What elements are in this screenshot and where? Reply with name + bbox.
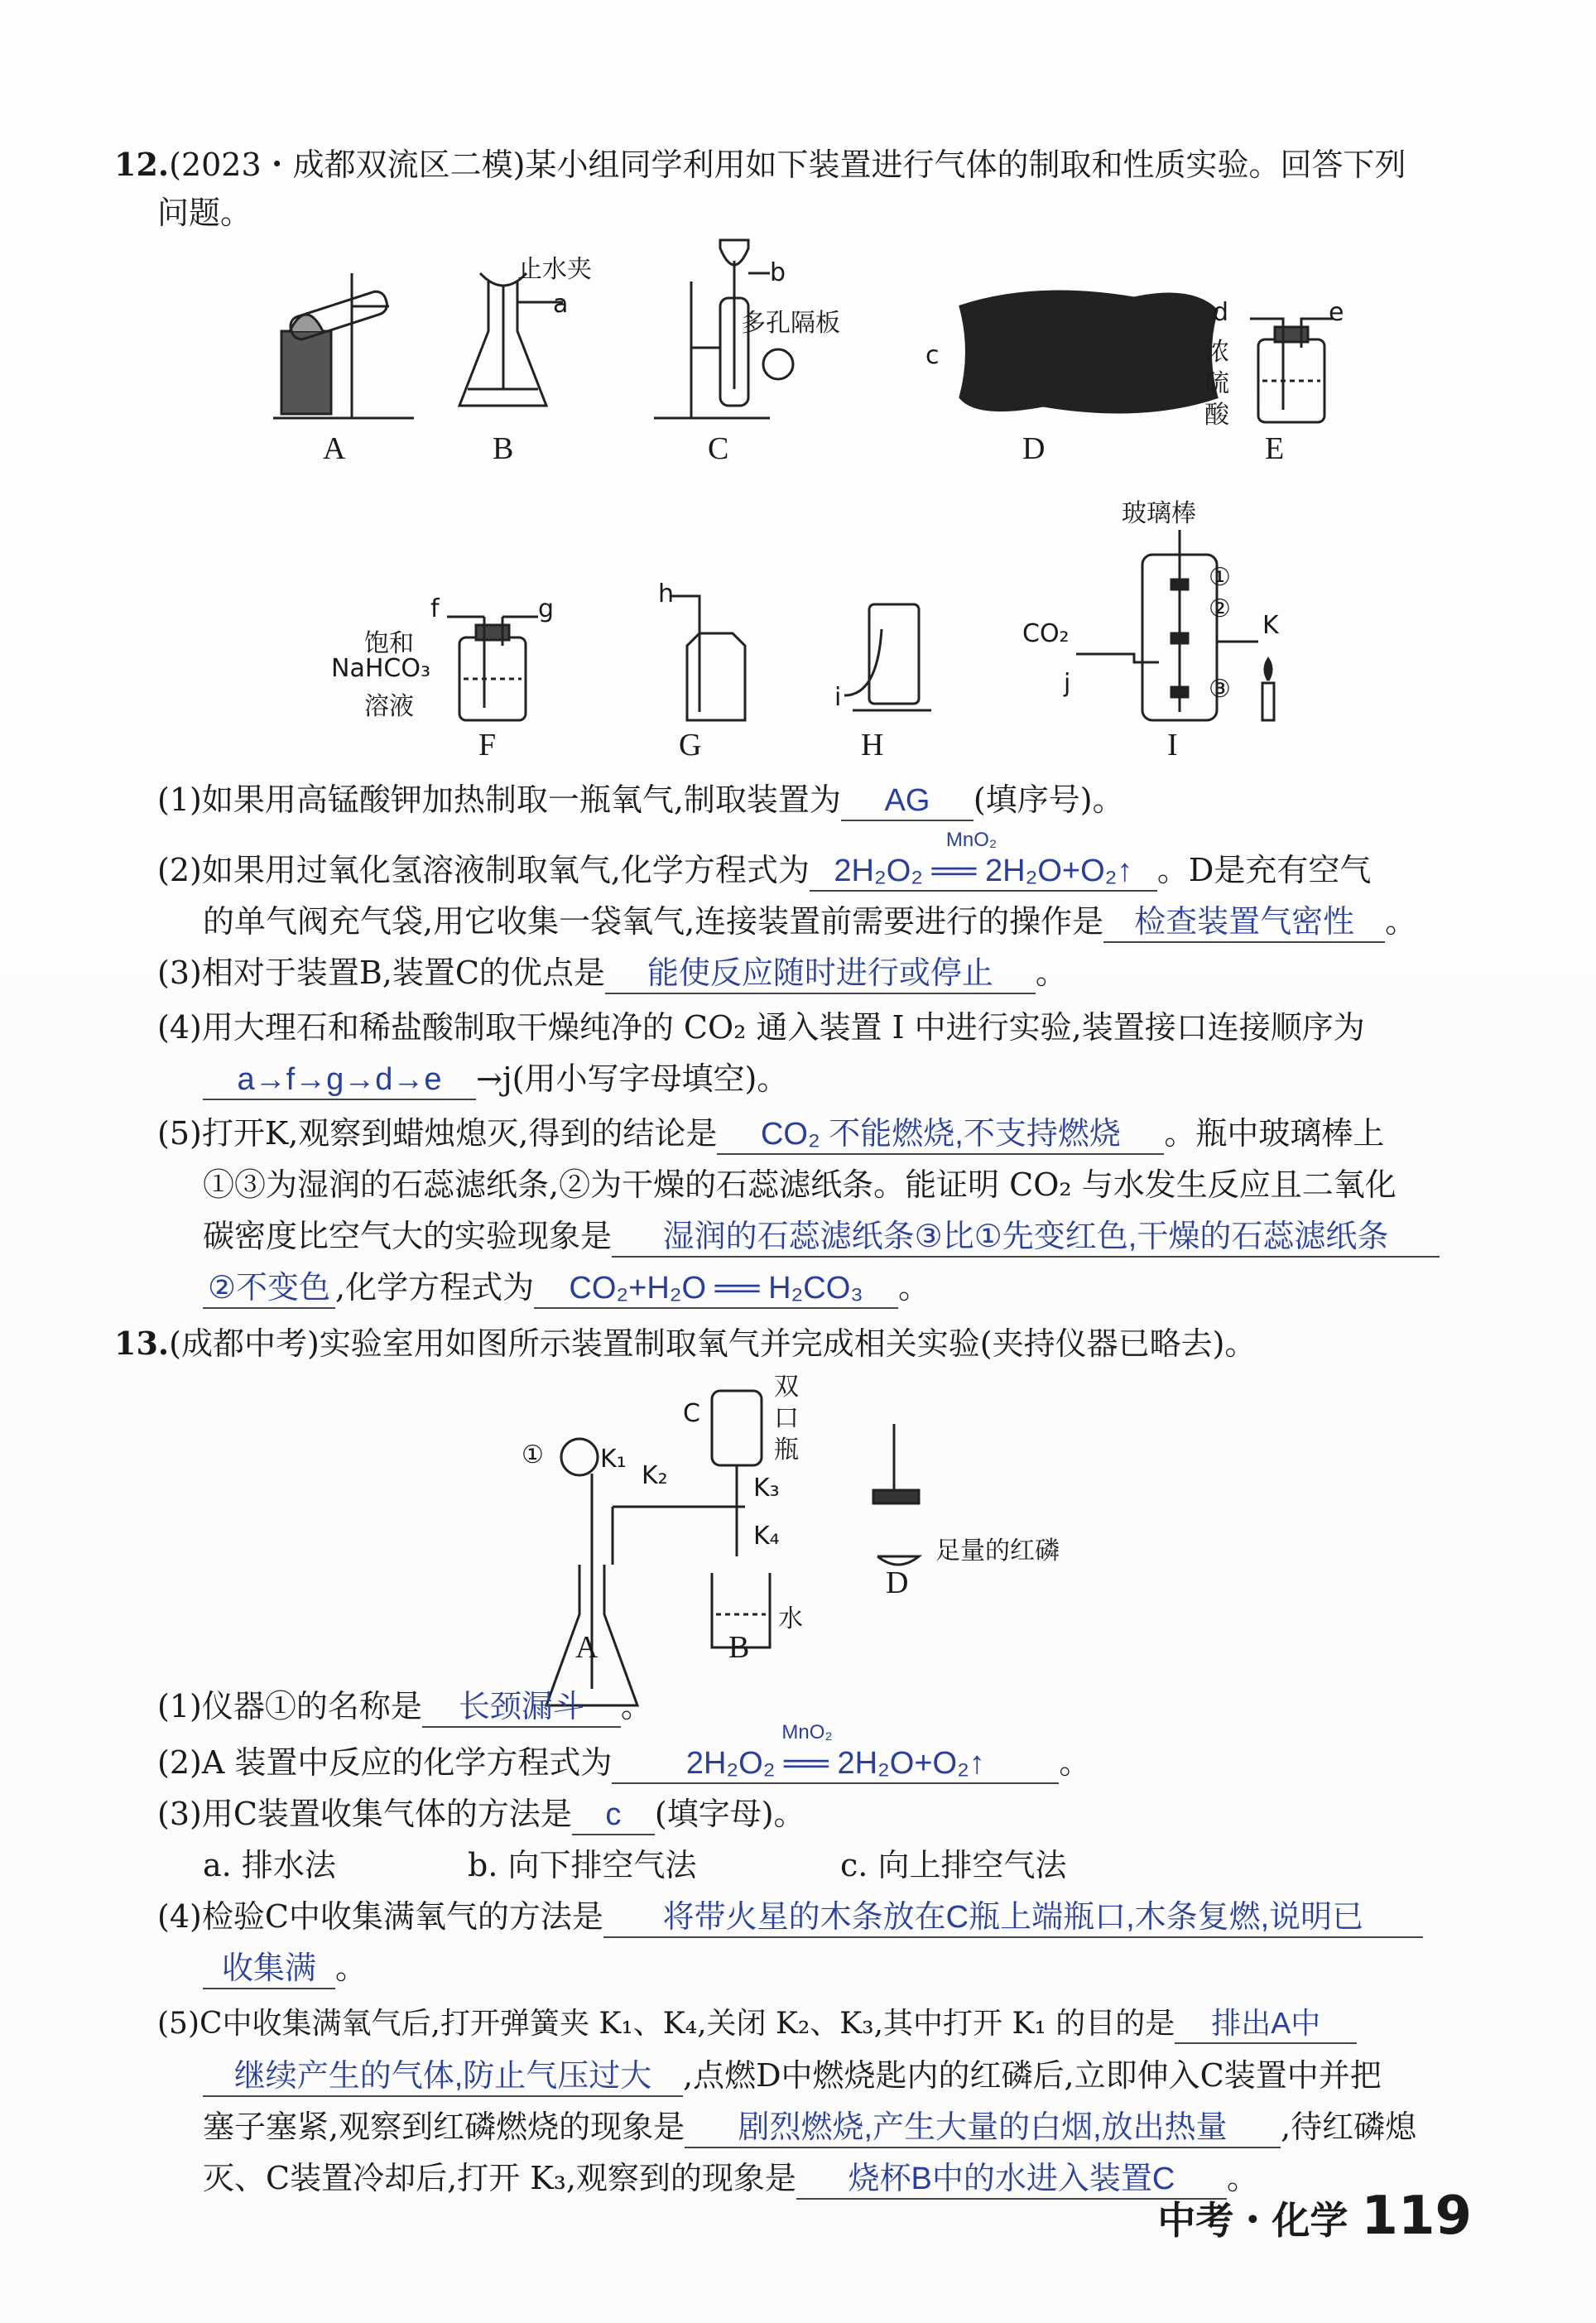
label-b: B [493, 431, 514, 466]
apparatus-g [671, 596, 745, 720]
page-footer [1157, 2186, 1472, 2247]
label-strip-2: ② [1209, 594, 1231, 623]
q12-p5-answer3: CO₂+H₂O ══ H₂CO₃ [534, 1269, 898, 1309]
q13-p5-answer3: 剧烈燃烧,产生大量的白烟,放出热量 [685, 2109, 1281, 2148]
q13-p5-line3-post: ,待红磷熄 [1281, 2109, 1417, 2145]
q12-p2-answer [810, 829, 1157, 892]
q13-option-a: a. 排水法 [203, 1847, 336, 1883]
label-port-e: e [1329, 298, 1344, 327]
q13-label-b: B [728, 1630, 750, 1665]
label-port-i: i [834, 683, 842, 712]
footer-subject: 中考・化学 [1157, 2198, 1348, 2243]
q13-part4 [157, 1891, 1423, 1942]
q12-part5 [157, 1108, 1384, 1159]
q13-label-bottle: 瓶 [774, 1436, 799, 1464]
q13-label-red-phosphorus: 足量的红磷 [935, 1537, 1060, 1566]
q13-label-k1: K₁ [600, 1445, 627, 1474]
label-acid: 酸 [1204, 401, 1229, 430]
q13-part5 [157, 1998, 1357, 2050]
q13-p3-text: (3)用C装置收集气体的方法是 [157, 1796, 572, 1832]
label-concentrated: 浓 [1204, 338, 1229, 367]
label-stop-clamp: 止水夹 [517, 255, 592, 284]
q12-source: (2023・成都双流区二模) [169, 147, 526, 183]
q13-part3 [157, 1788, 805, 1840]
label-port-a: a [553, 290, 569, 319]
label-porous-plate: 多孔隔板 [741, 309, 840, 338]
q12-stem-line2: 问题。 [157, 195, 252, 231]
q12-p5-answer: CO₂ 不能燃烧,不支持燃烧 [717, 1115, 1164, 1155]
label-e: E [1265, 431, 1285, 466]
page-number: 119 [1361, 2186, 1472, 2247]
q13-label-funnel: ① [522, 1440, 544, 1469]
q13-p2-text: (2)A 装置中反应的化学方程式为 [157, 1744, 613, 1781]
q12-p2-equation: 2H₂O₂ ══ 2H₂O+O₂↑ [834, 854, 1133, 888]
q13-p4-answer2: 收集满 [203, 1950, 335, 1989]
label-a: A [323, 431, 346, 466]
q13-label-water: 水 [778, 1604, 803, 1633]
q13-p5-answer4: 烧杯B中的水进入装置C [796, 2160, 1227, 2200]
label-h: H [861, 728, 884, 762]
q12-part5-line4 [203, 1262, 930, 1313]
q13-p2-equation: 2H₂O₂ ══ 2H₂O+O₂↑ [685, 1746, 985, 1781]
label-glass-rod: 玻璃棒 [1122, 499, 1196, 528]
label-port-c: c [925, 341, 940, 370]
q12-p5-line4-post: 。 [898, 1269, 930, 1306]
q13-label-k2: K₂ [642, 1461, 668, 1490]
q13-part5-line4 [203, 2152, 1258, 2204]
q13-stem-text: 实验室用如图所示装置制取氧气并完成相关实验(夹持仪器已略去)。 [319, 1325, 1257, 1362]
label-g: G [679, 728, 702, 762]
q13-p5-text: (5)C中收集满氧气后,打开弹簧夹 K₁、K₄,关闭 K₂、K₃,其中打开 K₁ 的目的是 [157, 2007, 1175, 2041]
q13-p4-post: 。 [335, 1950, 368, 1986]
q12-p5-answer2a: 湿润的石蕊滤纸条③比①先变红色,干燥的石蕊滤纸条 [612, 1218, 1440, 1258]
q13-part5-line2 [203, 2050, 1382, 2101]
label-i: I [1167, 728, 1178, 762]
q13-p5-line4-text: 灭、C装置冷却后,打开 K₃,观察到的现象是 [203, 2160, 796, 2196]
q13-label-mouth: 口 [774, 1404, 799, 1433]
label-d: D [1022, 431, 1046, 466]
label-c: C [708, 431, 729, 466]
q13-label-a: A [575, 1630, 598, 1665]
label-strip-1: ① [1209, 563, 1231, 592]
q13-part3-options [203, 1840, 1066, 1891]
label-valve-k: K [1262, 611, 1279, 640]
q13-part4-line2 [203, 1942, 367, 1994]
q13-p1-post: 。 [620, 1688, 652, 1724]
q13-p5-line4-post: 。 [1226, 2160, 1258, 2196]
q13-p5-line3-text: 塞子塞紧,观察到红磷燃烧的现象是 [203, 2109, 685, 2145]
q12-part4: (4)用大理石和稀盐酸制取干燥纯净的 CO₂ 通入装置 I 中进行实验,装置接口连接顺序为 [157, 1009, 1365, 1046]
q12-p2-line2-post: 。 [1385, 903, 1417, 940]
q13-p4-answer: 将带火星的木条放在C瓶上端瓶口,木条复燃,说明已 [603, 1898, 1423, 1938]
q12-stem-text: 某小组同学利用如下装置进行气体的制取和性质实验。回答下列 [525, 147, 1406, 183]
q13-p2-post: 。 [1059, 1744, 1091, 1781]
label-nahco3: NaHCO₃ [331, 654, 430, 683]
q13-p5-mid: ,点燃D中燃烧匙内的红磷后,立即伸入C装置中并把 [683, 2057, 1382, 2094]
q13-p4-text: (4)检验C中收集满氧气的方法是 [157, 1898, 603, 1935]
label-saturated: 饱和 [364, 629, 414, 658]
apparatus-e [1250, 319, 1333, 422]
label-port-b: b [770, 258, 786, 287]
q12-part5-line2: ①③为湿润的石蕊滤纸条,②为干燥的石蕊滤纸条。能证明 CO₂ 与水发生反应且二氧化 [203, 1166, 1396, 1203]
q13-label-k3: K₃ [753, 1474, 780, 1503]
label-port-g: g [538, 594, 555, 623]
q13-part5-line3 [203, 2101, 1416, 2152]
q12-p5-line3-text: 碳密度比空气大的实验现象是 [203, 1218, 613, 1254]
q12-p3-post: 。 [1035, 955, 1067, 991]
q13-stem [114, 1318, 1256, 1369]
q13-p5-answer: 排出A中 [1175, 2004, 1357, 2044]
q12-part2 [157, 829, 1372, 896]
q13-option-b: b. 向下排空气法 [468, 1847, 697, 1883]
q13-p2-catalyst: MnO₂ [781, 1721, 833, 1743]
label-f: F [478, 728, 497, 762]
apparatus-f [447, 617, 538, 720]
q12-p2-answer2: 检查装置气密性 [1103, 903, 1385, 943]
label-sulfuric: 硫 [1204, 369, 1229, 398]
q12-p5-answer2b: ②不变色 [203, 1269, 335, 1309]
q12-p3-answer: 能使反应随时进行或停止 [605, 955, 1036, 994]
q12-p5-post: 。瓶中玻璃棒上 [1164, 1115, 1385, 1152]
q13-label-double: 双 [774, 1373, 799, 1402]
q12-p4-post: →j(用小写字母填空)。 [476, 1060, 789, 1097]
apparatus-a [273, 273, 414, 418]
q13-p1-text: (1)仪器①的名称是 [157, 1688, 422, 1724]
q12-p1-post: (填序号)。 [973, 782, 1124, 818]
q13-label-k4: K₄ [753, 1522, 780, 1551]
q12-part3 [157, 947, 1067, 998]
label-solution: 溶液 [364, 692, 414, 721]
label-co2-inlet: CO₂ [1022, 619, 1070, 648]
q12-p2-text: (2)如果用过氧化氢溶液制取氧气,化学方程式为 [157, 852, 810, 888]
label-port-f: f [430, 594, 440, 623]
q13-option-c: c. 向上排空气法 [840, 1847, 1067, 1883]
apparatus-i [1076, 530, 1274, 720]
q13-p2-answer [612, 1721, 1059, 1784]
q12-number: 12. [114, 146, 170, 183]
q12-part5-line3 [203, 1210, 1440, 1262]
q12-p5-line4-mid: ,化学方程式为 [335, 1269, 535, 1306]
q13-p3-post: (填字母)。 [654, 1796, 805, 1832]
q12-part4-line2 [203, 1053, 788, 1104]
q12-p3-text: (3)相对于装置B,装置C的优点是 [157, 955, 605, 991]
q12-p1-answer: AG [841, 782, 973, 821]
q13-p5-answer2: 继续产生的气体,防止气压过大 [203, 2057, 683, 2097]
label-port-j: j [1064, 669, 1071, 698]
q13-part1 [157, 1681, 652, 1732]
q12-p2-post: 。D是充有空气 [1156, 852, 1372, 888]
label-port-h: h [658, 580, 675, 608]
apparatus-d-gas-bag [960, 291, 1217, 412]
apparatus-b [459, 273, 563, 406]
q13-p3-answer: c [572, 1796, 655, 1835]
q13-source: (成都中考) [169, 1325, 320, 1362]
q12-part2-line2 [203, 896, 1416, 947]
label-port-d: d [1213, 298, 1229, 327]
q12-p5-text: (5)打开K,观察到蜡烛熄灭,得到的结论是 [157, 1115, 718, 1152]
q12-p2-catalyst: MnO₂ [945, 829, 997, 851]
q13-label-d: D [886, 1566, 909, 1600]
q12-p4-answer: a→f→g→d→e [203, 1060, 476, 1100]
q13-number: 13. [114, 1325, 170, 1362]
q12-part1 [157, 774, 1124, 825]
apparatus-h [844, 604, 931, 710]
q13-part2 [157, 1721, 1091, 1788]
q12-p1-text: (1)如果用高锰酸钾加热制取一瓶氧气,制取装置为 [157, 782, 841, 818]
q12-p2-line2-text: 的单气阀充气袋,用它收集一袋氧气,连接装置前需要进行的操作是 [203, 903, 1104, 940]
label-strip-3: ③ [1209, 675, 1231, 704]
q13-label-c: C [683, 1399, 700, 1428]
q13-p1-answer: 长颈漏斗 [422, 1688, 621, 1728]
